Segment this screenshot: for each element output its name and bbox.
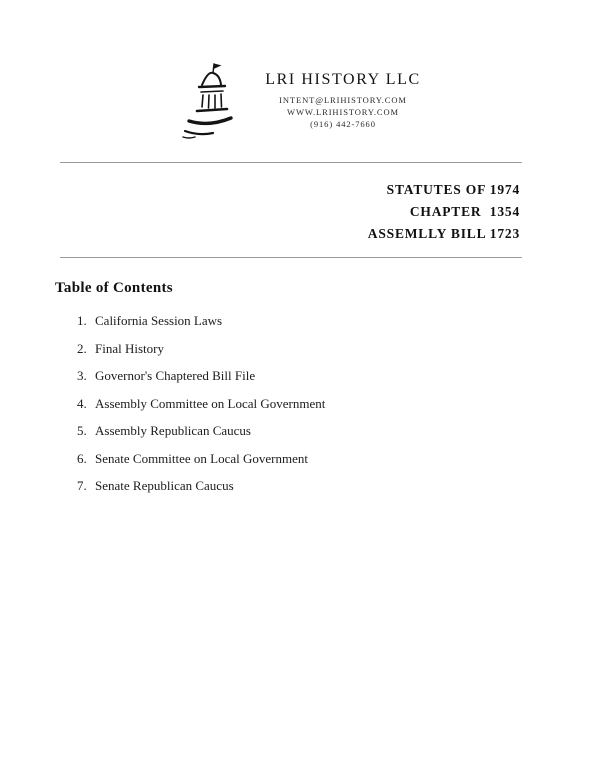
statutes-line: STATUTES OF 1974 [386,182,520,197]
contact-email: INTENT@LRIHISTORY.COM [279,94,407,105]
divider-top [60,162,522,163]
toc-item-governors-chaptered-bill-file: 3. Governor's Chaptered Bill File [90,368,600,384]
toc-item-assembly-republican-caucus: 5. Assembly Republican Caucus [90,423,600,439]
toc-item-california-session-laws: 1. California Session Laws [90,313,600,329]
capitol-dome-logo-icon [179,61,239,139]
divider-middle [60,257,522,258]
letterhead [0,60,600,140]
contact-phone: (916) 442-7660 [310,118,376,129]
toc-item-senate-republican-caucus: 7. Senate Republican Caucus [90,478,600,494]
toc-list [70,313,600,494]
toc-item-assembly-committee-local-government: 4. Assembly Committee on Local Government [90,396,600,412]
assembly-bill-line: ASSEMLLY BILL 1723 [367,226,520,241]
company-name: LRI HISTORY LLC [265,70,421,88]
toc-heading: Table of Contents [55,280,173,296]
toc-item-senate-committee-local-government: 6. Senate Committee on Local Government [90,451,600,467]
letterhead-text [265,71,421,130]
statutes-title-block [60,179,520,245]
chapter-line: CHAPTER 1354 [409,204,520,219]
contact-website: WWW.LRIHISTORY.COM [287,106,399,117]
toc-item-final-history: 2. Final History [90,341,600,357]
